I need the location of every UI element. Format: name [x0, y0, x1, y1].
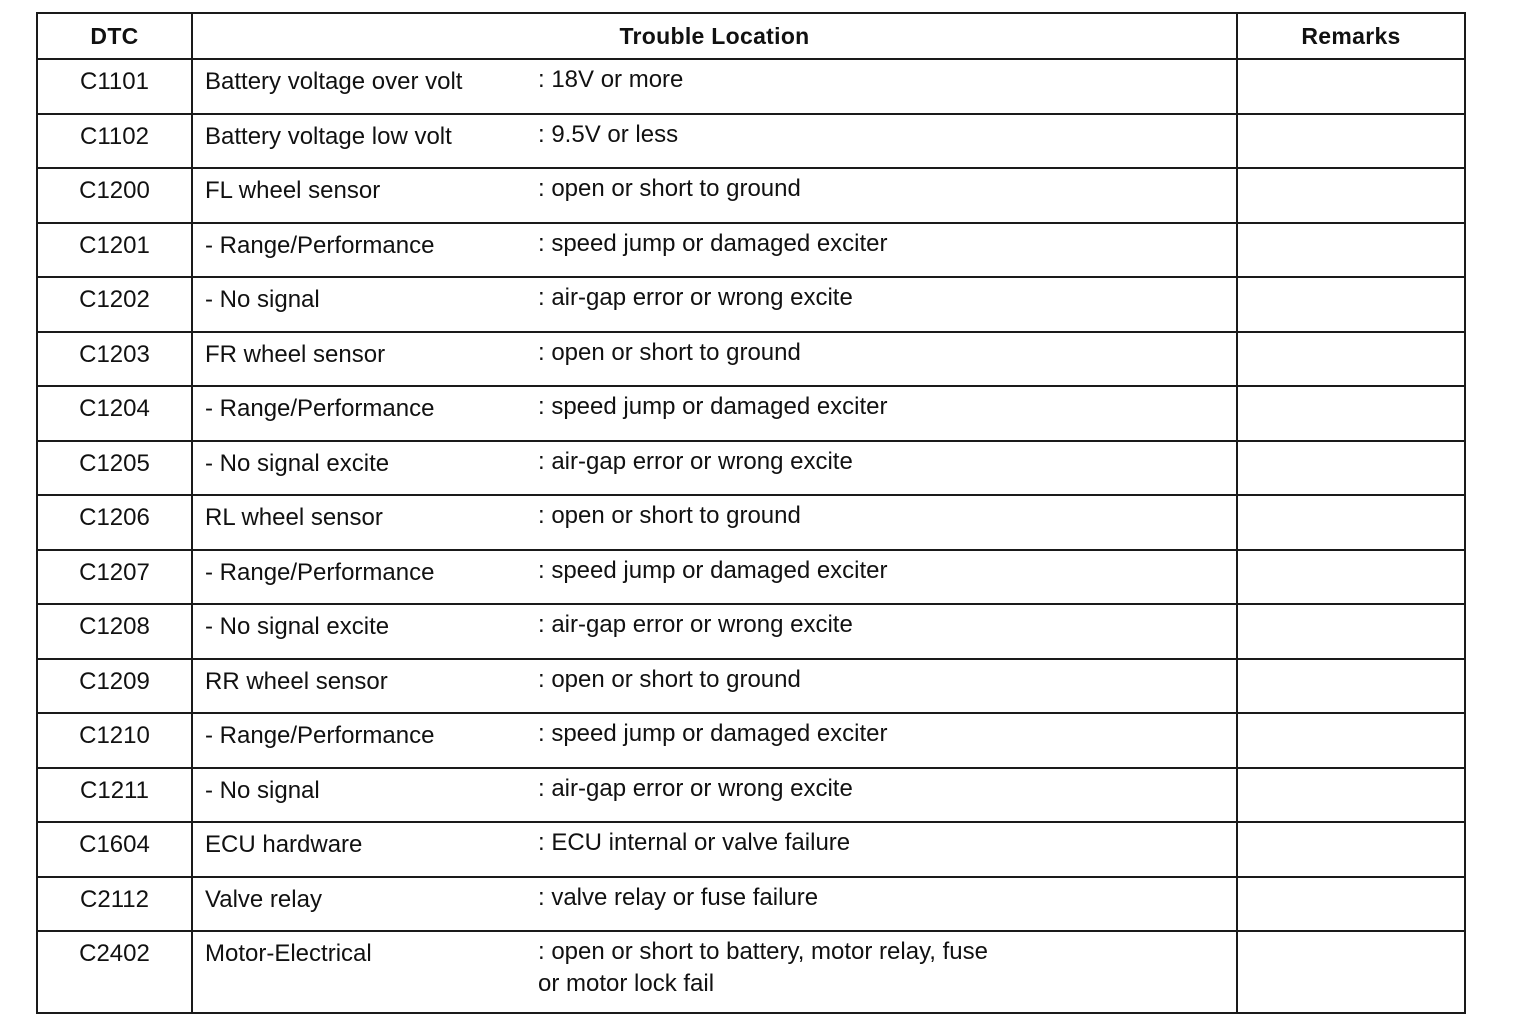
trouble-location-cell: [192, 59, 1237, 114]
failure-detail-line: : air-gap error or wrong excite: [538, 774, 853, 802]
remarks-cell: [1237, 768, 1465, 823]
failure-detail: [538, 500, 1236, 532]
failure-detail-line: : valve relay or fuse failure: [538, 883, 819, 911]
remarks-cell: [1237, 332, 1465, 387]
component-name: Motor-Electrical: [205, 940, 372, 967]
component-name: - No signal: [205, 286, 320, 313]
trouble-location-cell: [192, 223, 1237, 278]
failure-detail-line: : open or short to ground: [538, 175, 801, 202]
table-row: [37, 59, 1465, 114]
failure-detail-line-2: or motor lock fail: [538, 970, 715, 997]
component-name: - No signal excite: [205, 449, 390, 477]
component-name: - No signal: [205, 776, 320, 804]
component-name: - Range/Performance: [205, 231, 435, 259]
trouble-location-cell: [192, 114, 1237, 169]
dtc-code: C1101: [37, 59, 192, 114]
dtc-code: C1102: [37, 114, 192, 169]
dtc-code: C1203: [37, 332, 192, 387]
failure-detail-line: : air-gap error or wrong excite: [538, 611, 853, 638]
dtc-code: C1201: [37, 223, 192, 278]
failure-detail: [538, 664, 1236, 696]
failure-detail: [538, 555, 1236, 587]
component-name: - Range/Performance: [205, 722, 435, 749]
trouble-location-cell: [192, 713, 1237, 768]
failure-detail: [538, 173, 1236, 205]
failure-detail-line: : speed jump or damaged exciter: [538, 720, 888, 747]
failure-detail: [538, 718, 1236, 750]
dtc-code: C1210: [37, 713, 192, 768]
trouble-location-cell: [192, 604, 1237, 659]
remarks-cell: [1237, 931, 1465, 1013]
header-row: [37, 13, 1465, 59]
failure-detail: [538, 609, 1236, 641]
remarks-cell: [1237, 114, 1465, 169]
trouble-location-cell: [192, 768, 1237, 823]
failure-detail: [538, 391, 1236, 423]
dtc-code: C1204: [37, 386, 192, 441]
dtc-code: C2402: [37, 931, 192, 1013]
remarks-cell: [1237, 604, 1465, 659]
component-name: FL wheel sensor: [205, 177, 381, 204]
remarks-cell: [1237, 713, 1465, 768]
remarks-cell: [1237, 277, 1465, 332]
failure-detail: [538, 773, 1236, 805]
table-row: [37, 931, 1465, 1013]
trouble-location-cell: [192, 168, 1237, 223]
table-row: [37, 277, 1465, 332]
failure-detail-line: : air-gap error or wrong excite: [538, 447, 853, 475]
trouble-location-cell: [192, 386, 1237, 441]
failure-detail-line: : air-gap error or wrong excite: [538, 284, 853, 311]
failure-detail: [538, 64, 1236, 96]
component-name: - No signal excite: [205, 613, 390, 640]
dtc-code: C2112: [37, 877, 192, 932]
header-remarks: Remarks: [1237, 13, 1465, 59]
table-row: [37, 332, 1465, 387]
failure-detail-line: : open or short to ground: [538, 665, 801, 693]
remarks-cell: [1237, 822, 1465, 877]
dtc-code: C1200: [37, 168, 192, 223]
component-name: - Range/Performance: [205, 558, 435, 586]
remarks-cell: [1237, 877, 1465, 932]
failure-detail-line: : open or short to ground: [538, 338, 801, 366]
table-row: [37, 768, 1465, 823]
dtc-table: [36, 12, 1466, 1014]
table-row: [37, 604, 1465, 659]
dtc-code: C1205: [37, 441, 192, 496]
dtc-code: C1211: [37, 768, 192, 823]
remarks-cell: [1237, 550, 1465, 605]
trouble-location-cell: [192, 877, 1237, 932]
trouble-location-cell: [192, 332, 1237, 387]
failure-detail: [538, 228, 1236, 260]
failure-detail: [538, 446, 1236, 478]
table-row: [37, 877, 1465, 932]
remarks-cell: [1237, 495, 1465, 550]
failure-detail: [538, 282, 1236, 314]
remarks-cell: [1237, 659, 1465, 714]
failure-detail-line: : ECU internal or valve failure: [538, 829, 851, 856]
table-row: [37, 659, 1465, 714]
failure-detail-line: : speed jump or damaged exciter: [538, 393, 888, 420]
failure-detail: [538, 882, 1236, 914]
table-row: [37, 495, 1465, 550]
trouble-location-cell: [192, 822, 1237, 877]
remarks-cell: [1237, 168, 1465, 223]
dtc-code: C1202: [37, 277, 192, 332]
failure-detail-line: : open or short to battery, motor relay, fuse: [538, 938, 988, 965]
failure-detail: [538, 119, 1236, 151]
trouble-location-cell: [192, 441, 1237, 496]
dtc-code: C1207: [37, 550, 192, 605]
table-row: [37, 223, 1465, 278]
dtc-code: C1604: [37, 822, 192, 877]
remarks-cell: [1237, 59, 1465, 114]
component-name: - Range/Performance: [205, 395, 435, 422]
failure-detail-line: : 9.5V or less: [538, 120, 679, 148]
component-name: RR wheel sensor: [205, 667, 388, 695]
trouble-location-cell: [192, 931, 1237, 1013]
component-name: ECU hardware: [205, 831, 363, 858]
component-name: RL wheel sensor: [205, 504, 383, 531]
dtc-code: C1206: [37, 495, 192, 550]
component-name: Valve relay: [205, 885, 322, 913]
table-row: [37, 441, 1465, 496]
dtc-code: C1209: [37, 659, 192, 714]
failure-detail-line: : speed jump or damaged exciter: [538, 556, 888, 584]
component-name: Battery voltage low volt: [205, 122, 452, 150]
trouble-location-cell: [192, 277, 1237, 332]
header-trouble-location: Trouble Location: [192, 13, 1237, 59]
failure-detail: [538, 337, 1236, 369]
table-row: [37, 168, 1465, 223]
table-row: [37, 550, 1465, 605]
remarks-cell: [1237, 441, 1465, 496]
table-row: [37, 822, 1465, 877]
remarks-cell: [1237, 386, 1465, 441]
trouble-location-cell: [192, 495, 1237, 550]
failure-detail: [538, 936, 1236, 1000]
failure-detail-line: : open or short to ground: [538, 502, 801, 529]
table-row: [37, 386, 1465, 441]
table-body: [37, 59, 1465, 1013]
component-name: Battery voltage over volt: [205, 68, 463, 95]
failure-detail: [538, 827, 1236, 859]
remarks-cell: [1237, 223, 1465, 278]
trouble-location-cell: [192, 659, 1237, 714]
table-row: [37, 713, 1465, 768]
table-row: [37, 114, 1465, 169]
failure-detail-line: : 18V or more: [538, 66, 684, 93]
failure-detail-line: : speed jump or damaged exciter: [538, 229, 888, 257]
header-dtc: DTC: [37, 13, 192, 59]
dtc-code: C1208: [37, 604, 192, 659]
component-name: FR wheel sensor: [205, 340, 386, 368]
trouble-location-cell: [192, 550, 1237, 605]
